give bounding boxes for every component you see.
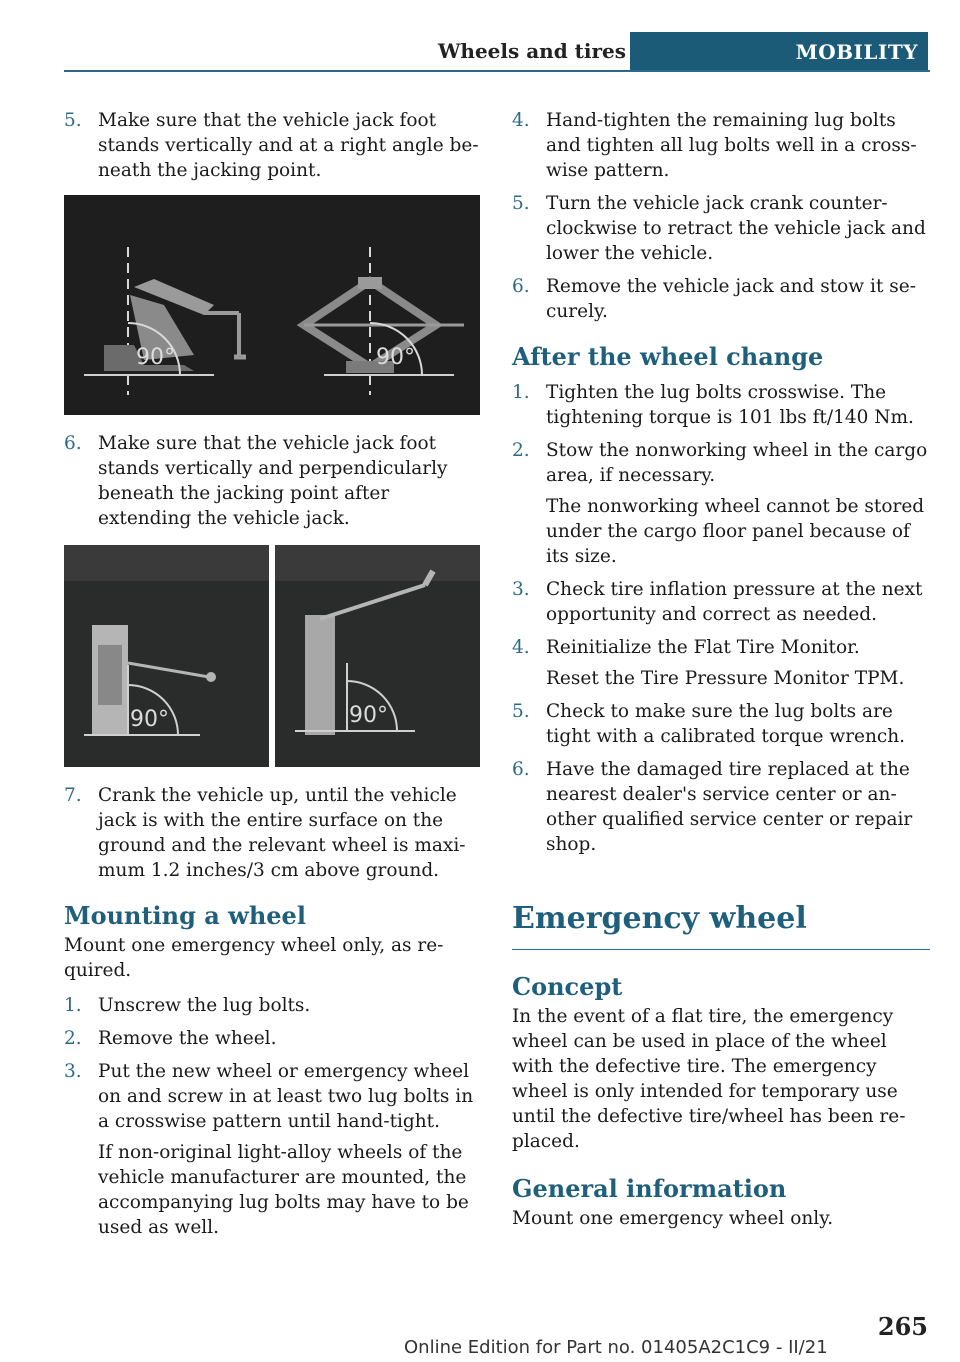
list-item: [512, 699, 930, 749]
step-text: Tighten the lug bolts crosswise. The tightening torque is 101 lbs ft/140 Nm.: [546, 382, 914, 428]
step-text: Unscrew the lug bolts.: [98, 995, 311, 1016]
section-tab: MOBILITY: [630, 32, 928, 72]
step-text: Put the new wheel or emergency wheel on and screw in at least two lug bolts in a crosswise pattern until hand-tight.: [98, 1061, 474, 1132]
list-item: [512, 191, 930, 266]
step-text: Turn the vehicle jack crank counterclockwise to retract the vehicle jack and lower the vehicle.: [546, 193, 926, 264]
step-text: Have the damaged tire replaced at the nearest dealer's service center or another qualified service center or repair shop.: [546, 759, 913, 855]
step-number: 6.: [64, 433, 82, 454]
step-text: Check to make sure the lug bolts are tight with a calibrated torque wrench.: [546, 701, 906, 747]
step-number: 4.: [512, 110, 530, 131]
step-number: 3.: [64, 1061, 82, 1082]
step-number: 5.: [512, 193, 530, 214]
step-text: Make sure that the vehicle jack foot stands vertically and at a right angle beneath the jacking point.: [98, 110, 479, 181]
jack-photo-side: [275, 545, 480, 767]
heading-rule: [512, 949, 930, 950]
step-number: 1.: [64, 995, 82, 1016]
step-text: Hand-tighten the remaining lug bolts and tighten all lug bolts well in a crosswise pattern.: [546, 110, 917, 181]
list-item: [512, 108, 930, 183]
step-number: 6.: [512, 759, 530, 780]
list-item: [64, 108, 482, 183]
step-text: Stow the nonworking wheel in the cargo area, if necessary.: [546, 440, 928, 486]
jack-photo-front: [64, 545, 269, 767]
step-note: The nonworking wheel cannot be stored under the cargo floor panel because of its size.: [546, 496, 925, 567]
step-number: 5.: [64, 110, 82, 131]
step-number: 6.: [512, 276, 530, 297]
section-heading: Concept: [512, 972, 623, 1001]
list-item: [512, 577, 930, 627]
step-text: Check tire inflation pressure at the next opportunity and correct as needed.: [546, 579, 923, 625]
angle-label: 90°: [376, 345, 415, 370]
list-item: [512, 438, 930, 569]
step-text: Make sure that the vehicle jack foot stands vertically and perpendicularly beneath the jacking point after extending the vehicle jack.: [98, 433, 448, 529]
chapter-title: Wheels and tires: [437, 39, 627, 63]
step-number: 7.: [64, 785, 82, 806]
list-item: [512, 635, 930, 691]
list-item: [512, 757, 930, 857]
list-item: [64, 783, 482, 883]
section-heading: General information: [512, 1174, 787, 1203]
jack-angle-figure: [64, 195, 480, 415]
step-note: Reset the Tire Pressure Monitor TPM.: [546, 668, 905, 689]
paragraph: Mount one emergency wheel only, as required.: [64, 935, 444, 981]
angle-label: 90°: [349, 703, 388, 728]
step-note: If non-original light-alloy wheels of the vehicle manufacturer are mounted, the accompanying lug bolts may have to be used as well.: [98, 1142, 469, 1238]
list-item: [64, 1026, 482, 1051]
list-item: [64, 431, 482, 531]
step-number: 5.: [512, 701, 530, 722]
jack-photo-figure: [64, 545, 482, 767]
step-text: Remove the vehicle jack and stow it securely.: [546, 276, 916, 322]
list-item: [512, 380, 930, 430]
chapter-heading: Emergency wheel: [512, 901, 807, 936]
paragraph: Mount one emergency wheel only.: [512, 1208, 834, 1229]
right-column: [512, 108, 930, 1231]
header-rule: [64, 70, 930, 72]
step-number: 1.: [512, 382, 530, 403]
angle-label: 90°: [130, 707, 169, 732]
list-item: [64, 1059, 482, 1240]
step-number: 3.: [512, 579, 530, 600]
step-text: Reinitialize the Flat Tire Monitor.: [546, 637, 860, 658]
step-text: Crank the vehicle up, until the vehicle jack is with the entire surface on the ground and the relevant wheel is maximum 1.2 inches/3 cm above ground.: [98, 785, 466, 881]
section-heading: After the wheel change: [512, 342, 824, 371]
jack-illustration: [64, 195, 480, 415]
angle-label: 90°: [136, 345, 175, 370]
left-column: [64, 108, 482, 1248]
step-number: 4.: [512, 637, 530, 658]
step-number: 2.: [64, 1028, 82, 1049]
paragraph: In the event of a flat tire, the emergency wheel can be used in place of the wheel with the defective tire. The emergency wheel is only intended for temporary use until the defective tire/wheel has been replaced.: [512, 1006, 906, 1152]
step-text: Remove the wheel.: [98, 1028, 277, 1049]
list-item: [64, 993, 482, 1018]
footer-edition: Online Edition for Part no. 01405A2C1C9 - II/21: [404, 1337, 828, 1358]
page-number: 265: [877, 1312, 928, 1341]
section-heading: Mounting a wheel: [64, 901, 306, 930]
step-number: 2.: [512, 440, 530, 461]
list-item: [512, 274, 930, 324]
